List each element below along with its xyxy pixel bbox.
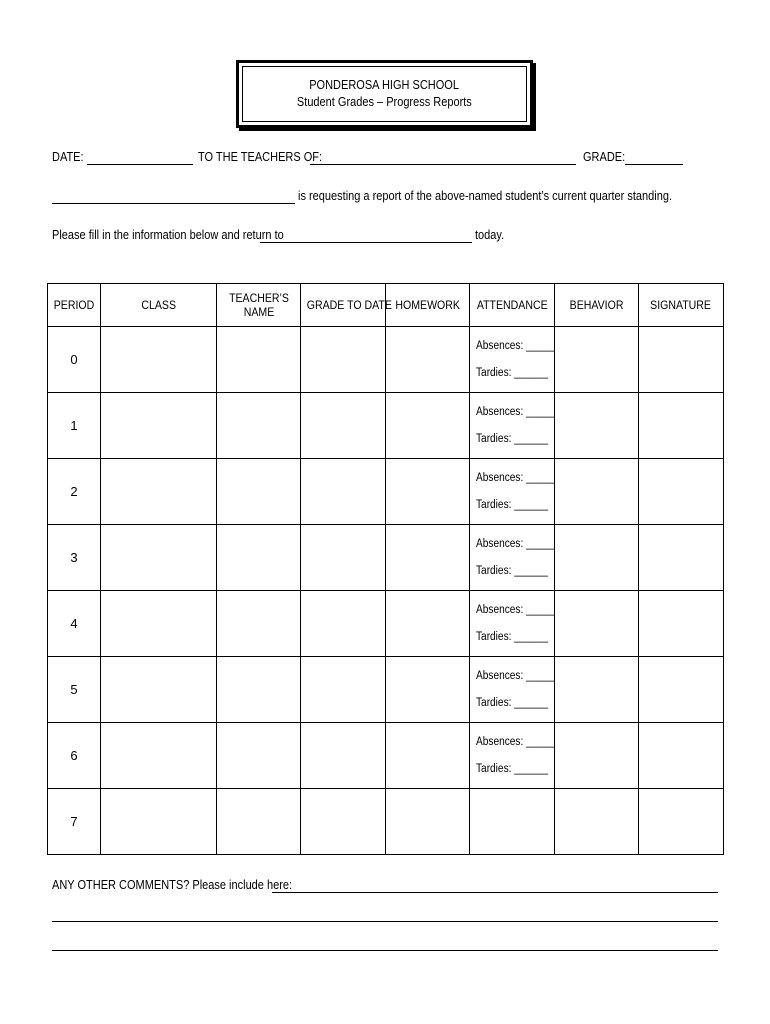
title-box bbox=[236, 60, 533, 128]
signature-cell[interactable] bbox=[639, 591, 724, 657]
period-cell: 7 bbox=[48, 789, 101, 855]
return-suffix-text: today. bbox=[475, 228, 505, 242]
grade-to-date-cell[interactable] bbox=[301, 327, 386, 393]
date-label: DATE: bbox=[52, 150, 84, 164]
comments-line-1[interactable] bbox=[272, 892, 718, 893]
grade-to-date-cell[interactable] bbox=[301, 393, 386, 459]
table-row bbox=[48, 789, 724, 855]
teachers-of-label: TO THE TEACHERS OF: bbox=[198, 150, 323, 164]
grade-label: GRADE: bbox=[583, 150, 626, 164]
header-attendance: ATTENDANCE bbox=[470, 284, 555, 327]
header-homework: HOMEWORK bbox=[386, 284, 470, 327]
signature-cell[interactable] bbox=[639, 789, 724, 855]
homework-cell[interactable] bbox=[386, 789, 470, 855]
tardies-label: Tardies: ______ bbox=[476, 762, 549, 775]
behavior-cell[interactable] bbox=[555, 393, 639, 459]
grade-field[interactable] bbox=[625, 164, 683, 165]
attendance-cell[interactable] bbox=[470, 327, 555, 393]
header-signature: SIGNATURE bbox=[639, 284, 724, 327]
absences-label: Absences: _____ bbox=[476, 735, 555, 748]
teacher-name-cell[interactable] bbox=[217, 789, 301, 855]
attendance-cell[interactable] bbox=[470, 789, 555, 855]
teacher-name-cell[interactable] bbox=[217, 327, 301, 393]
signature-cell[interactable] bbox=[639, 657, 724, 723]
absences-label: Absences: _____ bbox=[476, 669, 555, 682]
period-cell: 1 bbox=[48, 393, 101, 459]
signature-cell[interactable] bbox=[639, 525, 724, 591]
teacher-name-cell[interactable] bbox=[217, 459, 301, 525]
tardies-label: Tardies: ______ bbox=[476, 696, 549, 709]
school-name: PONDEROSA HIGH SCHOOL bbox=[309, 78, 460, 92]
date-field[interactable] bbox=[87, 164, 193, 165]
teacher-name-cell[interactable] bbox=[217, 525, 301, 591]
grade-to-date-cell[interactable] bbox=[301, 459, 386, 525]
table-row bbox=[48, 327, 724, 393]
table-row bbox=[48, 657, 724, 723]
class-cell[interactable] bbox=[101, 525, 217, 591]
attendance-cell[interactable] bbox=[470, 657, 555, 723]
tardies-label: Tardies: ______ bbox=[476, 630, 549, 643]
teacher-name-cell[interactable] bbox=[217, 393, 301, 459]
absences-label: Absences: _____ bbox=[476, 405, 555, 418]
comments-line-2[interactable] bbox=[52, 921, 718, 922]
class-cell[interactable] bbox=[101, 591, 217, 657]
homework-cell[interactable] bbox=[386, 591, 470, 657]
title-box-inner bbox=[242, 66, 527, 122]
absences-label: Absences: _____ bbox=[476, 339, 555, 352]
period-cell: 4 bbox=[48, 591, 101, 657]
return-to-field[interactable] bbox=[260, 242, 472, 243]
signature-cell[interactable] bbox=[639, 723, 724, 789]
homework-cell[interactable] bbox=[386, 459, 470, 525]
form-subtitle: Student Grades – Progress Reports bbox=[297, 95, 472, 109]
table-row bbox=[48, 723, 724, 789]
period-cell: 3 bbox=[48, 525, 101, 591]
grade-to-date-cell[interactable] bbox=[301, 723, 386, 789]
tardies-label: Tardies: ______ bbox=[476, 432, 549, 445]
grade-to-date-cell[interactable] bbox=[301, 789, 386, 855]
teacher-name-cell[interactable] bbox=[217, 591, 301, 657]
teacher-name-cell[interactable] bbox=[217, 723, 301, 789]
tardies-label: Tardies: ______ bbox=[476, 564, 549, 577]
grade-to-date-cell[interactable] bbox=[301, 657, 386, 723]
signature-cell[interactable] bbox=[639, 393, 724, 459]
table-row bbox=[48, 525, 724, 591]
class-cell[interactable] bbox=[101, 393, 217, 459]
header-grade-to-date: GRADE TO DATE bbox=[301, 284, 386, 327]
return-prefix-text: Please fill in the information below and return to bbox=[52, 228, 284, 242]
grades-table bbox=[47, 283, 724, 855]
student-name-field[interactable] bbox=[310, 164, 576, 165]
header-period: PERIOD bbox=[48, 284, 101, 327]
period-cell: 0 bbox=[48, 327, 101, 393]
behavior-cell[interactable] bbox=[555, 789, 639, 855]
teacher-name-cell[interactable] bbox=[217, 657, 301, 723]
attendance-cell[interactable] bbox=[470, 591, 555, 657]
homework-cell[interactable] bbox=[386, 327, 470, 393]
behavior-cell[interactable] bbox=[555, 723, 639, 789]
table-row bbox=[48, 393, 724, 459]
behavior-cell[interactable] bbox=[555, 459, 639, 525]
comments-label: ANY OTHER COMMENTS? Please include here: bbox=[52, 878, 293, 892]
comments-line-3[interactable] bbox=[52, 950, 718, 951]
homework-cell[interactable] bbox=[386, 525, 470, 591]
attendance-cell[interactable] bbox=[470, 723, 555, 789]
attendance-cell[interactable] bbox=[470, 459, 555, 525]
behavior-cell[interactable] bbox=[555, 525, 639, 591]
class-cell[interactable] bbox=[101, 789, 217, 855]
period-cell: 5 bbox=[48, 657, 101, 723]
header-behavior: BEHAVIOR bbox=[555, 284, 639, 327]
requester-field[interactable] bbox=[52, 203, 295, 204]
absences-label: Absences: _____ bbox=[476, 537, 555, 550]
attendance-cell[interactable] bbox=[470, 393, 555, 459]
class-cell[interactable] bbox=[101, 327, 217, 393]
behavior-cell[interactable] bbox=[555, 657, 639, 723]
header-class: CLASS bbox=[101, 284, 217, 327]
signature-cell[interactable] bbox=[639, 327, 724, 393]
behavior-cell[interactable] bbox=[555, 327, 639, 393]
absences-label: Absences: _____ bbox=[476, 471, 555, 484]
request-text: is requesting a report of the above-named student’s current quarter standing. bbox=[298, 189, 673, 203]
homework-cell[interactable] bbox=[386, 393, 470, 459]
table-row bbox=[48, 459, 724, 525]
table-header-row bbox=[48, 284, 724, 327]
attendance-cell[interactable] bbox=[470, 525, 555, 591]
tardies-label: Tardies: ______ bbox=[476, 498, 549, 511]
signature-cell[interactable] bbox=[639, 459, 724, 525]
class-cell[interactable] bbox=[101, 657, 217, 723]
absences-label: Absences: _____ bbox=[476, 603, 555, 616]
class-cell[interactable] bbox=[101, 459, 217, 525]
class-cell[interactable] bbox=[101, 723, 217, 789]
tardies-label: Tardies: ______ bbox=[476, 366, 549, 379]
period-cell: 2 bbox=[48, 459, 101, 525]
homework-cell[interactable] bbox=[386, 657, 470, 723]
behavior-cell[interactable] bbox=[555, 591, 639, 657]
table-row bbox=[48, 591, 724, 657]
grade-to-date-cell[interactable] bbox=[301, 525, 386, 591]
period-cell: 6 bbox=[48, 723, 101, 789]
grade-to-date-cell[interactable] bbox=[301, 591, 386, 657]
homework-cell[interactable] bbox=[386, 723, 470, 789]
header-teachers-name: TEACHER’S NAME bbox=[217, 284, 301, 327]
